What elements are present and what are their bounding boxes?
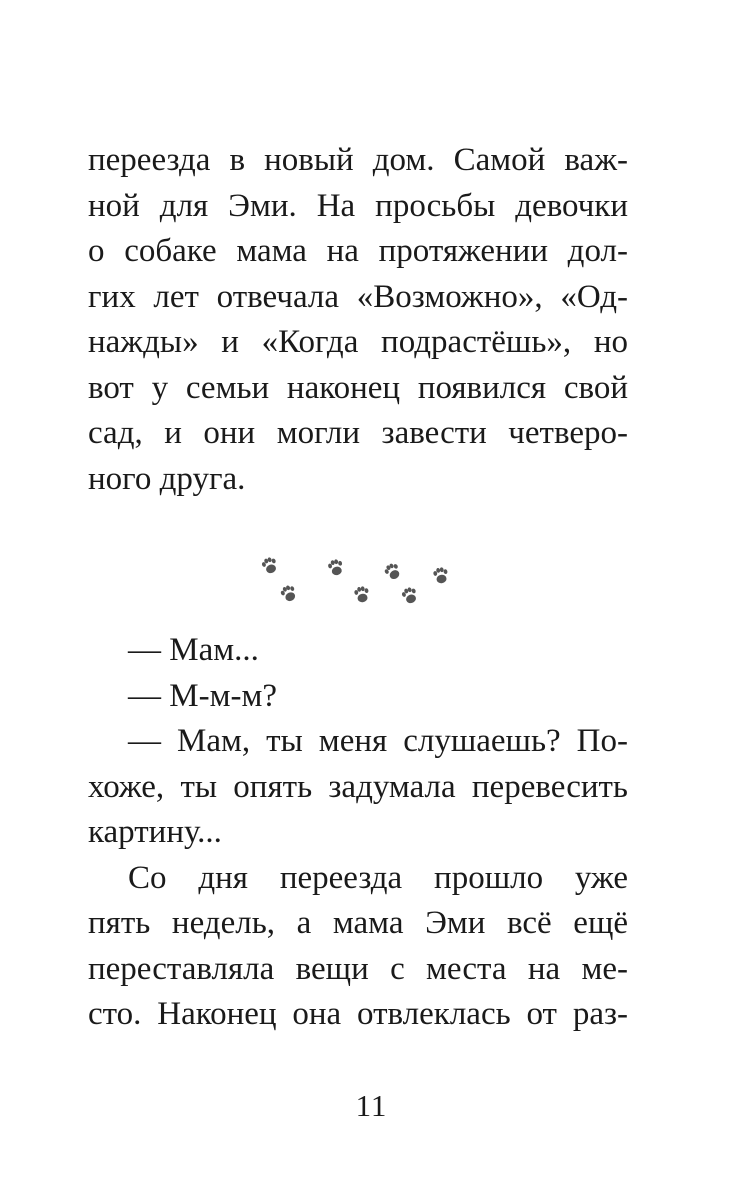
text-line: о собаке мама на протяжении дол- — [88, 233, 628, 269]
text-line: переставляла вещи с места на ме- — [88, 950, 628, 987]
text-line: пять недель, а мама Эми всё ещё — [88, 905, 628, 941]
paw-prints-icon — [255, 552, 455, 610]
text-line: картину... — [88, 814, 222, 850]
page-number: 11 — [355, 1088, 388, 1123]
paragraph-2 — [88, 628, 628, 1038]
text-line: сто. Наконец она отвлеклась от раз- — [88, 996, 628, 1032]
text-line: сад, и они могли завести четверо- — [88, 415, 628, 451]
dialogue-line: — Мам... — [128, 632, 259, 668]
text-line: Со дня переезда прошло уже — [128, 859, 628, 896]
dialogue-line: — Мам, ты меня слушаешь? По- — [128, 723, 628, 759]
dialogue-line: — М-м-м? — [128, 677, 277, 714]
text-line: хоже, ты опять задумала перевесить — [88, 768, 628, 805]
text-line: нажды» и «Когда подрастёшь», но — [88, 324, 628, 360]
text-line: ной для Эми. На просьбы девочки — [88, 187, 628, 224]
paw-print-icon — [260, 556, 279, 576]
paw-print-icon — [433, 566, 450, 584]
text-line: гих лет отвечала «Возможно», «Од- — [88, 278, 628, 315]
paw-print-icon — [279, 583, 298, 603]
paw-print-icon — [354, 585, 371, 603]
paw-print-icon — [400, 586, 419, 606]
paragraph-1 — [88, 138, 628, 502]
paw-print-icon — [327, 558, 345, 577]
text-line: ного друга. — [88, 460, 246, 497]
text-line: переезда в новый дом. Самой важ- — [88, 142, 628, 178]
text-line: вот у семьи наконец появился свой — [88, 369, 628, 406]
paw-print-icon — [383, 561, 403, 582]
